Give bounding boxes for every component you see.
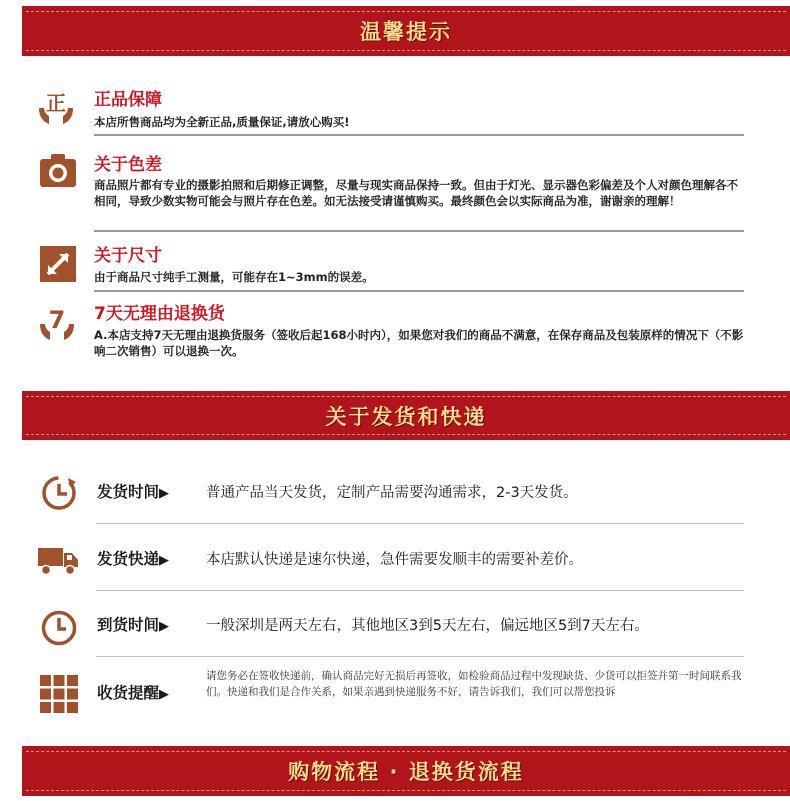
resize-arrow-icon [40, 246, 76, 282]
tip-text-return: A.本店支持7天无理由退换货服务（签收后起168小时内），如果您对我们的商品不满意，在保存商品及包装原样的情况下（不影响二次销售）可以退换一次。 [94, 328, 744, 358]
seven-days-icon [37, 302, 77, 344]
arrival-clock-icon [40, 609, 78, 647]
divider [94, 230, 744, 232]
divider [96, 656, 744, 657]
svg-text:正: 正 [46, 91, 66, 115]
tip-text-color: 商品照片都有专业的摄影拍照和后期修正调整，尽量与现实商品保持一致。但由于灯光、显示器色彩偏差及个人对颜色理解各不相同，导致少数实物可能会与照片存在色差。如无法接受请谨慎购买。最终颜色会以实际商品为准，谢谢亲的理解！ [94, 178, 738, 208]
genuine-icon [36, 86, 76, 128]
banner-title: 关于发货和快递 [325, 404, 487, 429]
warm-tips-banner [22, 6, 790, 56]
banner-title: 温馨提示 [360, 20, 452, 44]
shipping-banner [22, 391, 790, 440]
shipping-text-receipt: 请您务必在签收快递前，确认商品完好无损后再签收，如检验商品过程中发现缺货、少货可以拒签并第一时间联系我们。快递和我们是合作关系，如果亲遇到快递服务不好，请告诉我们，我们可以帮您投诉 [206, 670, 742, 698]
tip-title-size: 关于尺寸 [94, 246, 162, 266]
tip-title-genuine: 正品保障 [94, 90, 162, 110]
tip-title-color: 关于色差 [94, 155, 162, 175]
tip-title-return: 7天无理由退换货 [94, 304, 225, 324]
shipping-label-courier: 发货快递▶ [97, 550, 170, 568]
process-banner [22, 746, 790, 796]
divider [94, 290, 744, 292]
divider [96, 590, 744, 591]
tip-text-genuine: 本店所售商品均为全新正品,质量保证,请放心购买! [94, 115, 350, 129]
shipping-label-arrival: 到货时间▶ [97, 616, 170, 634]
tip-text-size: 由于商品尺寸纯手工测量，可能存在1~3mm的误差。 [94, 270, 374, 284]
divider [96, 523, 744, 524]
camera-icon [40, 153, 76, 187]
shipping-text-courier: 本店默认快递是速尔快递，急件需要发顺丰的需要补差价。 [206, 552, 583, 568]
shipping-text-arrival: 一般深圳是两天左右，其他地区3到5天左右，偏远地区5到7天左右。 [206, 618, 649, 634]
divider [94, 134, 744, 136]
clock-icon [40, 474, 78, 512]
shipping-label-time: 发货时间▶ [97, 483, 170, 501]
banner-title: 购物流程 · 退换货流程 [288, 760, 524, 784]
shipping-label-receipt: 收货提醒▶ [97, 684, 170, 702]
grid-icon [40, 675, 78, 713]
shipping-text-time: 普通产品当天发货，定制产品需要沟通需求，2-3天发货。 [206, 485, 578, 501]
truck-icon [38, 545, 78, 575]
svg-text:7: 7 [48, 306, 66, 334]
